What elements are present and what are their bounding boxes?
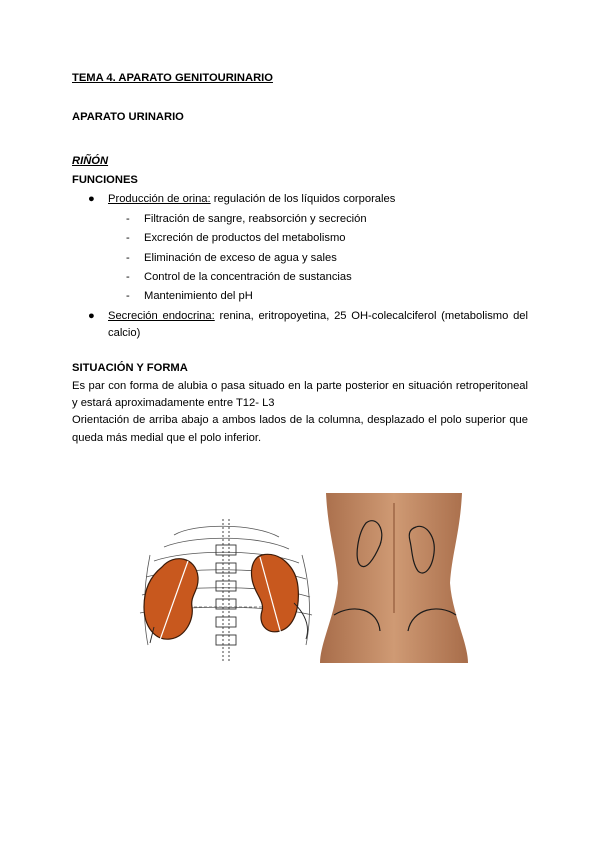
list-item-text: Filtración de sangre, reabsorción y secreción [144, 212, 367, 225]
left-kidney-shape [144, 559, 198, 639]
function-item [72, 308, 528, 343]
figures [134, 493, 468, 663]
situation-heading: SITUACIÓN Y FORMA [72, 362, 188, 375]
dash-icon: - [126, 270, 130, 283]
document-title: TEMA 4. APARATO GENITOURINARIO [72, 72, 273, 84]
bullet-icon: ● [88, 193, 95, 206]
function-text: renina, eritropoyetina, 25 OH-colecalciferol (metabolismo del calcio) [108, 309, 528, 339]
dash-icon: - [126, 251, 130, 264]
functions-list-2 [72, 308, 528, 343]
section-heading: APARATO URINARIO [72, 111, 184, 124]
functions-heading: FUNCIONES [72, 174, 138, 187]
list-item-text: Control de la concentración de sustancias [144, 270, 352, 283]
list-item-text: Excreción de productos del metabolismo [144, 232, 346, 245]
kidney-diagram-image [134, 515, 316, 661]
list-item [72, 230, 528, 247]
subfunctions-list [72, 211, 528, 306]
dash-icon: - [126, 212, 130, 225]
bullet-icon: ● [88, 309, 95, 322]
organ-heading: RIÑÓN [72, 154, 109, 167]
paragraph-position: Es par con forma de alubia o pasa situado en la parte posterior en situación retroperitoneal y estará aproximadamente entre T12- L3 [72, 379, 528, 410]
list-item [72, 288, 528, 305]
function-item [72, 191, 528, 208]
list-item [72, 269, 528, 286]
function-label: Producción de orina: [108, 193, 211, 206]
function-text: regulación de los líquidos corporales [210, 193, 396, 206]
paragraph-orientation: Orientación de arriba abajo a ambos lados de la columna, desplazado el polo superior que queda más medial que el polo inferior. [72, 414, 528, 444]
dash-icon: - [126, 232, 130, 245]
list-item-text: Mantenimiento del pH [144, 290, 253, 303]
function-label: Secreción endocrina: [108, 309, 215, 322]
right-kidney-shape [251, 554, 298, 631]
list-item [72, 250, 528, 267]
list-item [72, 211, 528, 228]
document-page [72, 70, 528, 447]
dash-icon: - [126, 290, 130, 303]
back-photo-image [320, 493, 468, 663]
list-item-text: Eliminación de exceso de agua y sales [144, 251, 337, 264]
functions-list [72, 191, 528, 208]
